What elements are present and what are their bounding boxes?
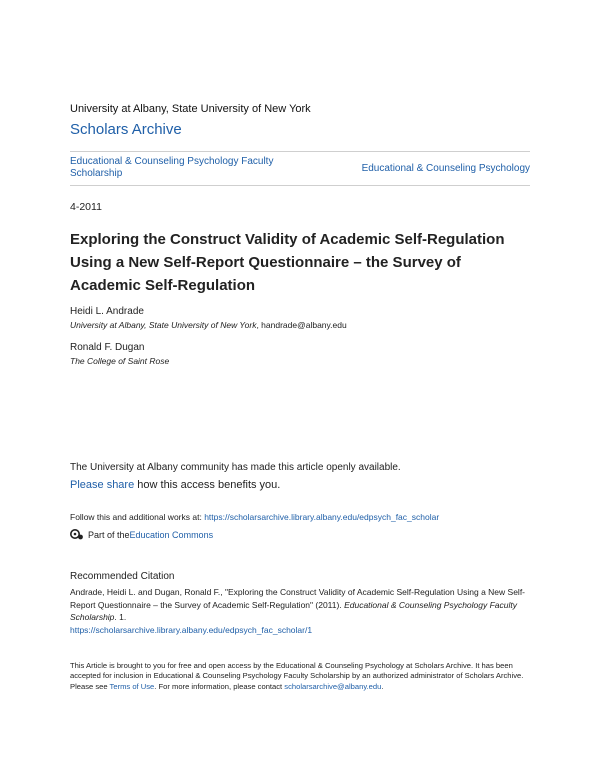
please-share-link[interactable]: Please share xyxy=(70,479,135,491)
author-block-2 xyxy=(70,342,169,366)
breadcrumb-department-link[interactable]: Educational & Counseling Psychology xyxy=(361,163,530,174)
commons-network-icon xyxy=(70,529,84,541)
author-affiliation: The College of Saint Rose xyxy=(70,356,170,366)
availability-statement: The University at Albany community has made this article openly available. xyxy=(70,462,401,473)
publication-date: 4-2011 xyxy=(70,201,102,213)
citation-heading: Recommended Citation xyxy=(70,571,175,582)
share-line: Please share how this access benefits you. xyxy=(70,479,281,491)
article-title: Exploring the Construct Validity of Academic Self-Regulation Using a New Self-Report Questionnaire – the Survey of Academic Self-Regulation xyxy=(70,231,505,294)
author-affiliation: University at Albany, State University of New York, handrade@albany.edu xyxy=(70,320,347,330)
repository-link[interactable]: Scholars Archive xyxy=(70,121,182,138)
breadcrumb-top-divider xyxy=(70,151,530,152)
collection-url-link[interactable]: https://scholarsarchive.library.albany.edu/edpsych_fac_scholar xyxy=(204,512,440,522)
access-footer: This Article is brought to you for free and open access by the Educational & Counseling Psychology at Scholars Archive. It has been accepted for inclusion in Educational & Counseling Psychology Faculty Scholarship by an authorized administrator of Scholars Archive. Please see Terms of Use. For more information, please contact scholarsarchive@albany.edu. xyxy=(70,661,524,691)
breadcrumb-bottom-divider xyxy=(70,185,530,186)
part-of-line: Part of the Education Commons xyxy=(70,529,213,541)
contact-email-link[interactable]: scholarsarchive@albany.edu xyxy=(284,681,382,691)
author-name: Heidi L. Andrade xyxy=(70,306,144,317)
terms-of-use-link[interactable]: Terms of Use xyxy=(109,681,155,691)
citation-url-link[interactable]: https://scholarsarchive.library.albany.edu/edpsych_fac_scholar/1 xyxy=(70,624,313,635)
follow-line: Follow this and additional works at: https://scholarsarchive.library.albany.edu/edpsych_fac_scholar xyxy=(70,512,440,522)
author-block-1 xyxy=(70,306,347,330)
author-name: Ronald F. Dugan xyxy=(70,342,145,353)
breadcrumb-collection-link[interactable]: Educational & Counseling Psychology Faculty Scholarship xyxy=(70,156,274,179)
education-commons-link[interactable]: Education Commons xyxy=(129,530,214,540)
institution-name: University at Albany, State University of New York xyxy=(70,103,311,115)
citation-text: Andrade, Heidi L. and Dugan, Ronald F., "Exploring the Construct Validity of Academic Self-Regulation Using a New Self-Report Questionnaire – the Survey of Academic Self-Regulation" (2011). Educational & Counseling Psychology Faculty Scholarship. 1. https://scholarsarchive.library.albany.edu/edpsych_fac_scholar/1 xyxy=(70,587,526,635)
